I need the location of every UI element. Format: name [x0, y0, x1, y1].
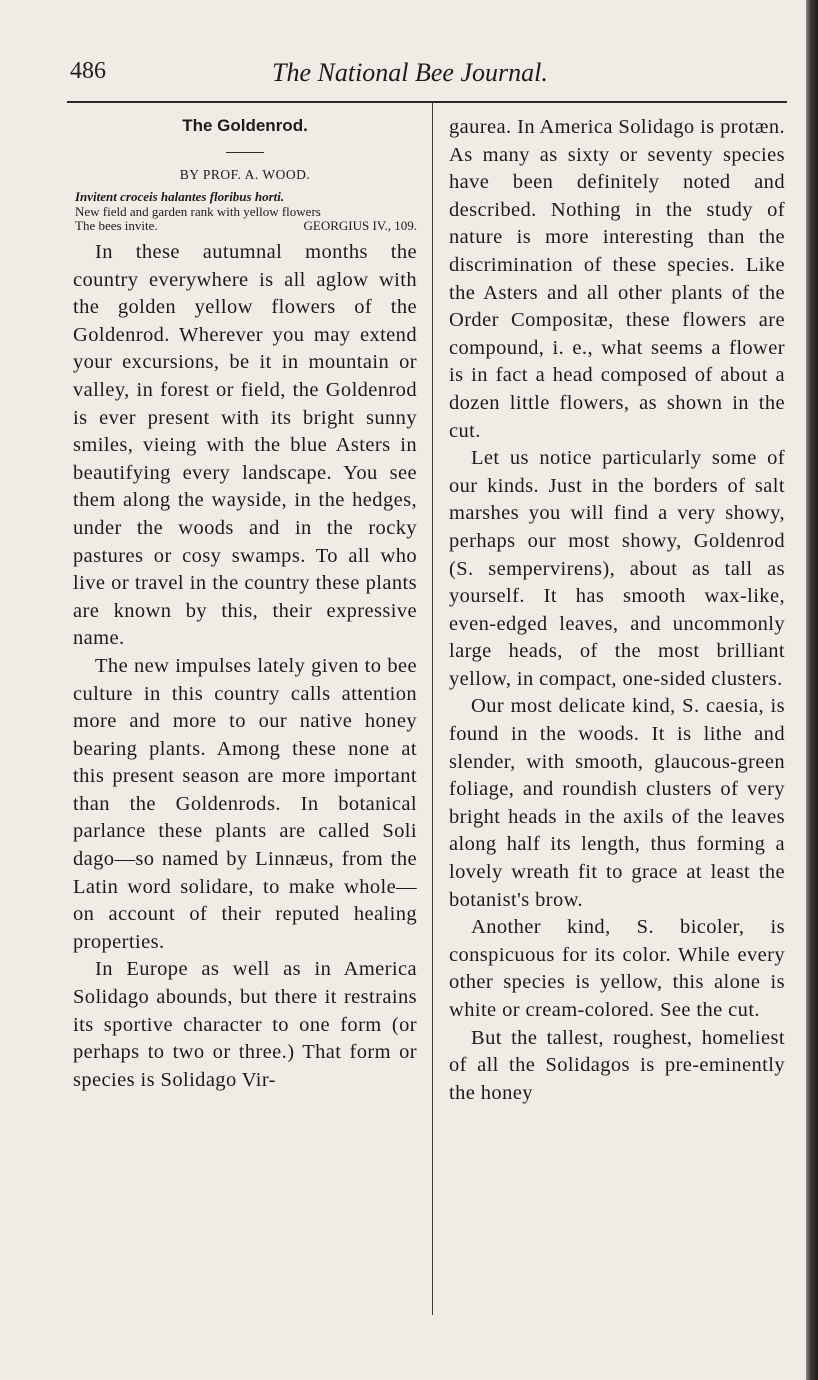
byline: BY PROF. A. WOOD. — [179, 167, 311, 182]
title-rule — [226, 152, 264, 153]
epigraph-english-text: The bees invite. — [75, 218, 158, 233]
journal-title: The National Bee Journal. — [272, 58, 548, 87]
left-paragraph-1: In these autumnal months the country everywhere is all aglow with the golden yellow flowers of the Goldenrod. Wherever you may extend your excursions, be it in mountain or valley, in forest or field, the Goldenrod is ever present with its bright sunny smiles, vieing with the blue Asters in beautifying every landscape. You see them along the wayside, in the hedges, under the woods and in the rocky pastures or cosy swamps. To all who live or travel in the country these plants are known by this, their expressive name. — [73, 241, 417, 650]
running-head — [70, 58, 610, 92]
right-column — [449, 114, 785, 1107]
right-paragraph-1: gaurea. In America Solidago is protæn. As many as sixty or seventy species have been definitely noted and described. Nothing in the study of nature is more interesting than the discrimination of these species. Like the Asters and all other plants of the Order Compositæ, these flowers are compound, i. e., what seems a flower is in fact a head composed of about a dozen little flowers, as shown in the cut. — [449, 116, 785, 442]
left-paragraph-3: In Europe as well as in America Solidago abounds, but there it restrains its sportive character to one form (or perhaps to two or three.) That form or species is Solidago Vir- — [73, 958, 417, 1091]
epigraph-latin: Invitent croceis halantes floribus horti. — [75, 189, 285, 204]
left-paragraph-2: The new impulses lately given to bee culture in this country calls attention more and more to our native honey bearing plants. Among these none at this present season are more important than the Goldenrods. In botanical parlance these plants are called Soli dago—so named by Linnæus, from the Latin word solidare, to make whole—on account of their reputed healing properties. — [73, 654, 417, 953]
right-paragraph-2: Let us notice particularly some of our kinds. Just in the borders of salt marshes you will find a very showy, perhaps our most showy, Goldenrod (S. sempervirens), about as tall as yourself. It has smooth wax-like, even-edged leaves, and uncommonly large heads, of the most brilliant yellow, in compact, one-sided clusters. — [449, 447, 785, 690]
right-paragraph-5: But the tallest, roughest, homeliest of all the Solidagos is pre-eminently the honey — [449, 1026, 785, 1104]
page-edge-shadow — [806, 0, 818, 1380]
epigraph-english-line2 — [75, 219, 417, 233]
epigraph-english-line1: New field and garden rank with yellow flowers — [75, 204, 321, 219]
left-column — [73, 116, 417, 1094]
right-paragraph-3: Our most delicate kind, S. caesia, is found in the woods. It is lithe and slender, with smooth, glaucous-green foliage, and roundish clusters of very bright heads in the axils of the leaves along half its length, thus forming a lovely wreath fit to grace at least the botanist's brow. — [449, 695, 785, 911]
page-number: 486 — [70, 58, 106, 84]
column-divider — [432, 103, 433, 1315]
header-rule — [67, 101, 787, 103]
right-paragraph-4: Another kind, S. bicoler, is conspicuous for its color. While every other species is yellow, this alone is white or cream-colored. See the cut. — [449, 916, 785, 1021]
article-title: The Goldenrod. — [182, 116, 308, 135]
epigraph-attribution: GEORGIUS IV., 109. — [303, 218, 417, 233]
